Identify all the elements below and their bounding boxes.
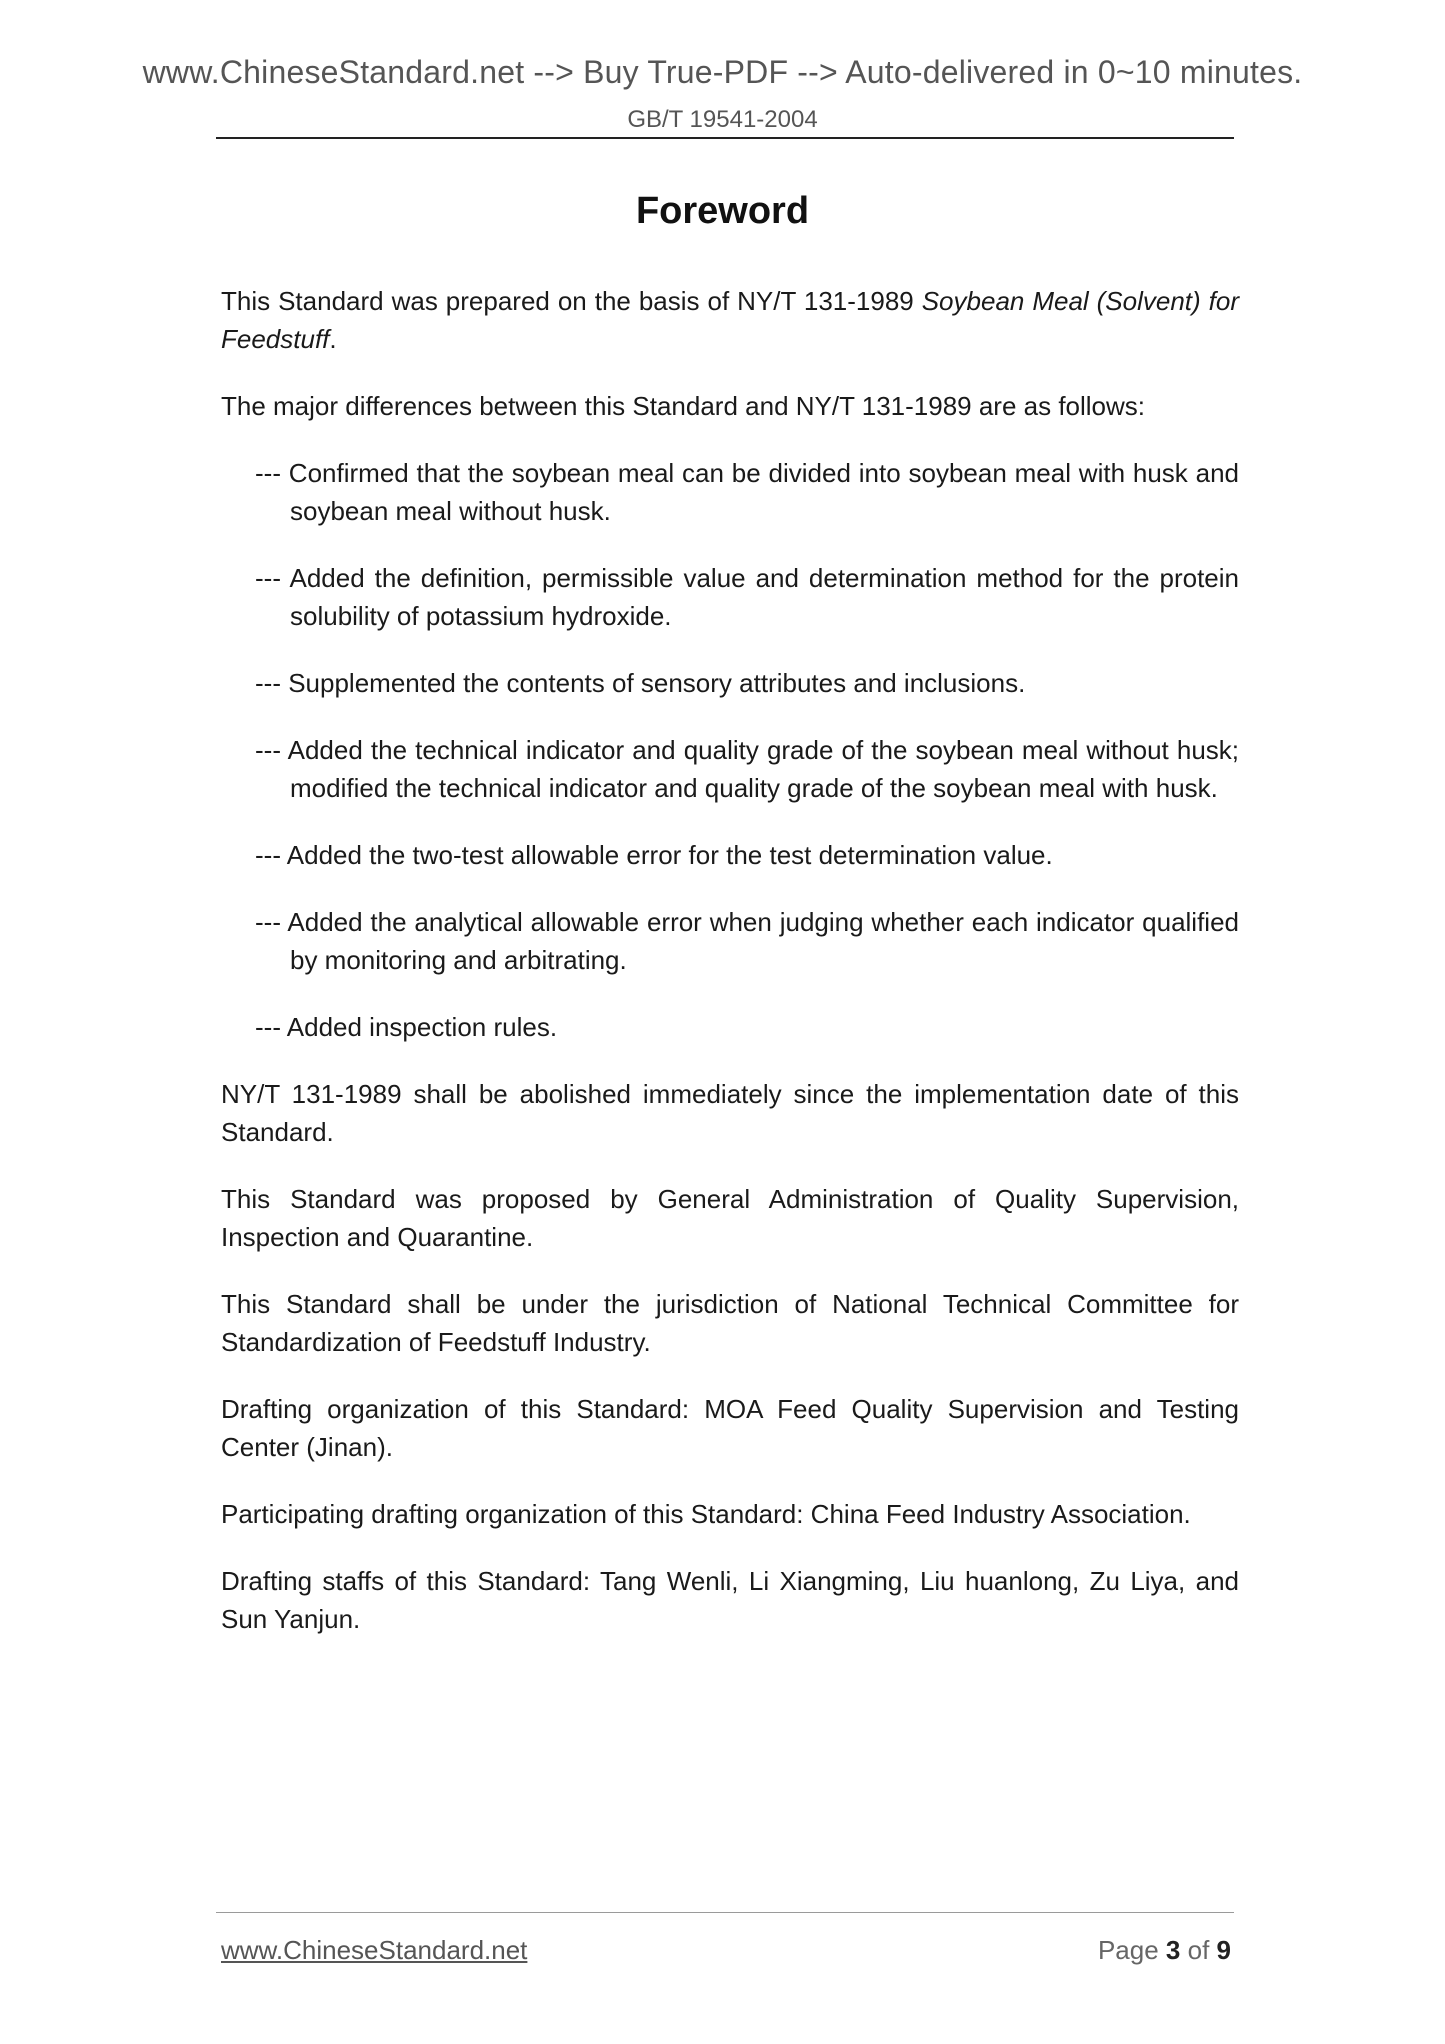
- page-of: of: [1187, 1935, 1210, 1965]
- page-current: 3: [1165, 1935, 1181, 1965]
- proposer-paragraph: This Standard was proposed by General Administration of Quality Supervision, Inspection and Quarantine.: [221, 1184, 1239, 1252]
- abolishment-paragraph: NY/T 131-1989 shall be abolished immediately since the implementation date of this Standard.: [221, 1079, 1239, 1147]
- drafting-org-paragraph: Drafting organization of this Standard: MOA Feed Quality Supervision and Testing Center (Jinan).: [221, 1394, 1239, 1462]
- intro-title-italic: Soybean Meal (Solvent) for Feedstuff: [221, 286, 1240, 354]
- foreword-body: [221, 282, 1239, 1667]
- top-banner[interactable]: www.ChineseStandard.net --> Buy True-PDF --> Auto-delivered in 0~10 minutes.: [142, 54, 1303, 90]
- page-word: Page: [1097, 1935, 1159, 1965]
- difference-item: --- Added the two-test allowable error for the test determination value.: [255, 840, 1053, 870]
- drafting-staff-paragraph: Drafting staffs of this Standard: Tang Wenli, Li Xiangming, Liu huanlong, Zu Liya, and Sun Yanjun.: [221, 1566, 1239, 1634]
- difference-item: --- Added inspection rules.: [255, 1012, 558, 1042]
- intro-end: .: [329, 324, 337, 354]
- page-total: 9: [1216, 1935, 1231, 1965]
- jurisdiction-paragraph: This Standard shall be under the jurisdiction of National Technical Committee for Standardization of Feedstuff Industry.: [221, 1289, 1239, 1357]
- intro-text: This Standard was prepared on the basis of NY/T 131-1989: [221, 286, 922, 316]
- difference-item: --- Supplemented the contents of sensory attributes and inclusions.: [255, 668, 1026, 698]
- page-title: Foreword: [635, 190, 810, 232]
- differences-intro: The major differences between this Standard and NY/T 131-1989 are as follows:: [221, 391, 1146, 421]
- standard-code: GB/T 19541-2004: [627, 106, 818, 133]
- difference-item: --- Added the definition, permissible value and determination method for the protein solubility of potassium hydroxide.: [255, 563, 1239, 631]
- difference-item: --- Added the analytical allowable error when judging whether each indicator qualified by monitoring and arbitrating.: [255, 907, 1239, 975]
- footer-divider: [216, 1912, 1234, 1913]
- participating-org-paragraph: Participating drafting organization of this Standard: China Feed Industry Association.: [221, 1499, 1191, 1529]
- difference-item: --- Added the technical indicator and quality grade of the soybean meal without husk; modified the technical indicator and quality grade of the soybean meal with husk.: [255, 735, 1239, 803]
- footer-website-link[interactable]: www.ChineseStandard.net: [221, 1935, 528, 1965]
- header-divider: [216, 137, 1234, 139]
- difference-item: --- Confirmed that the soybean meal can be divided into soybean meal with husk and soybean meal without husk.: [255, 458, 1239, 526]
- intro-paragraph: [221, 282, 1239, 358]
- page-number: [1098, 1937, 1231, 1963]
